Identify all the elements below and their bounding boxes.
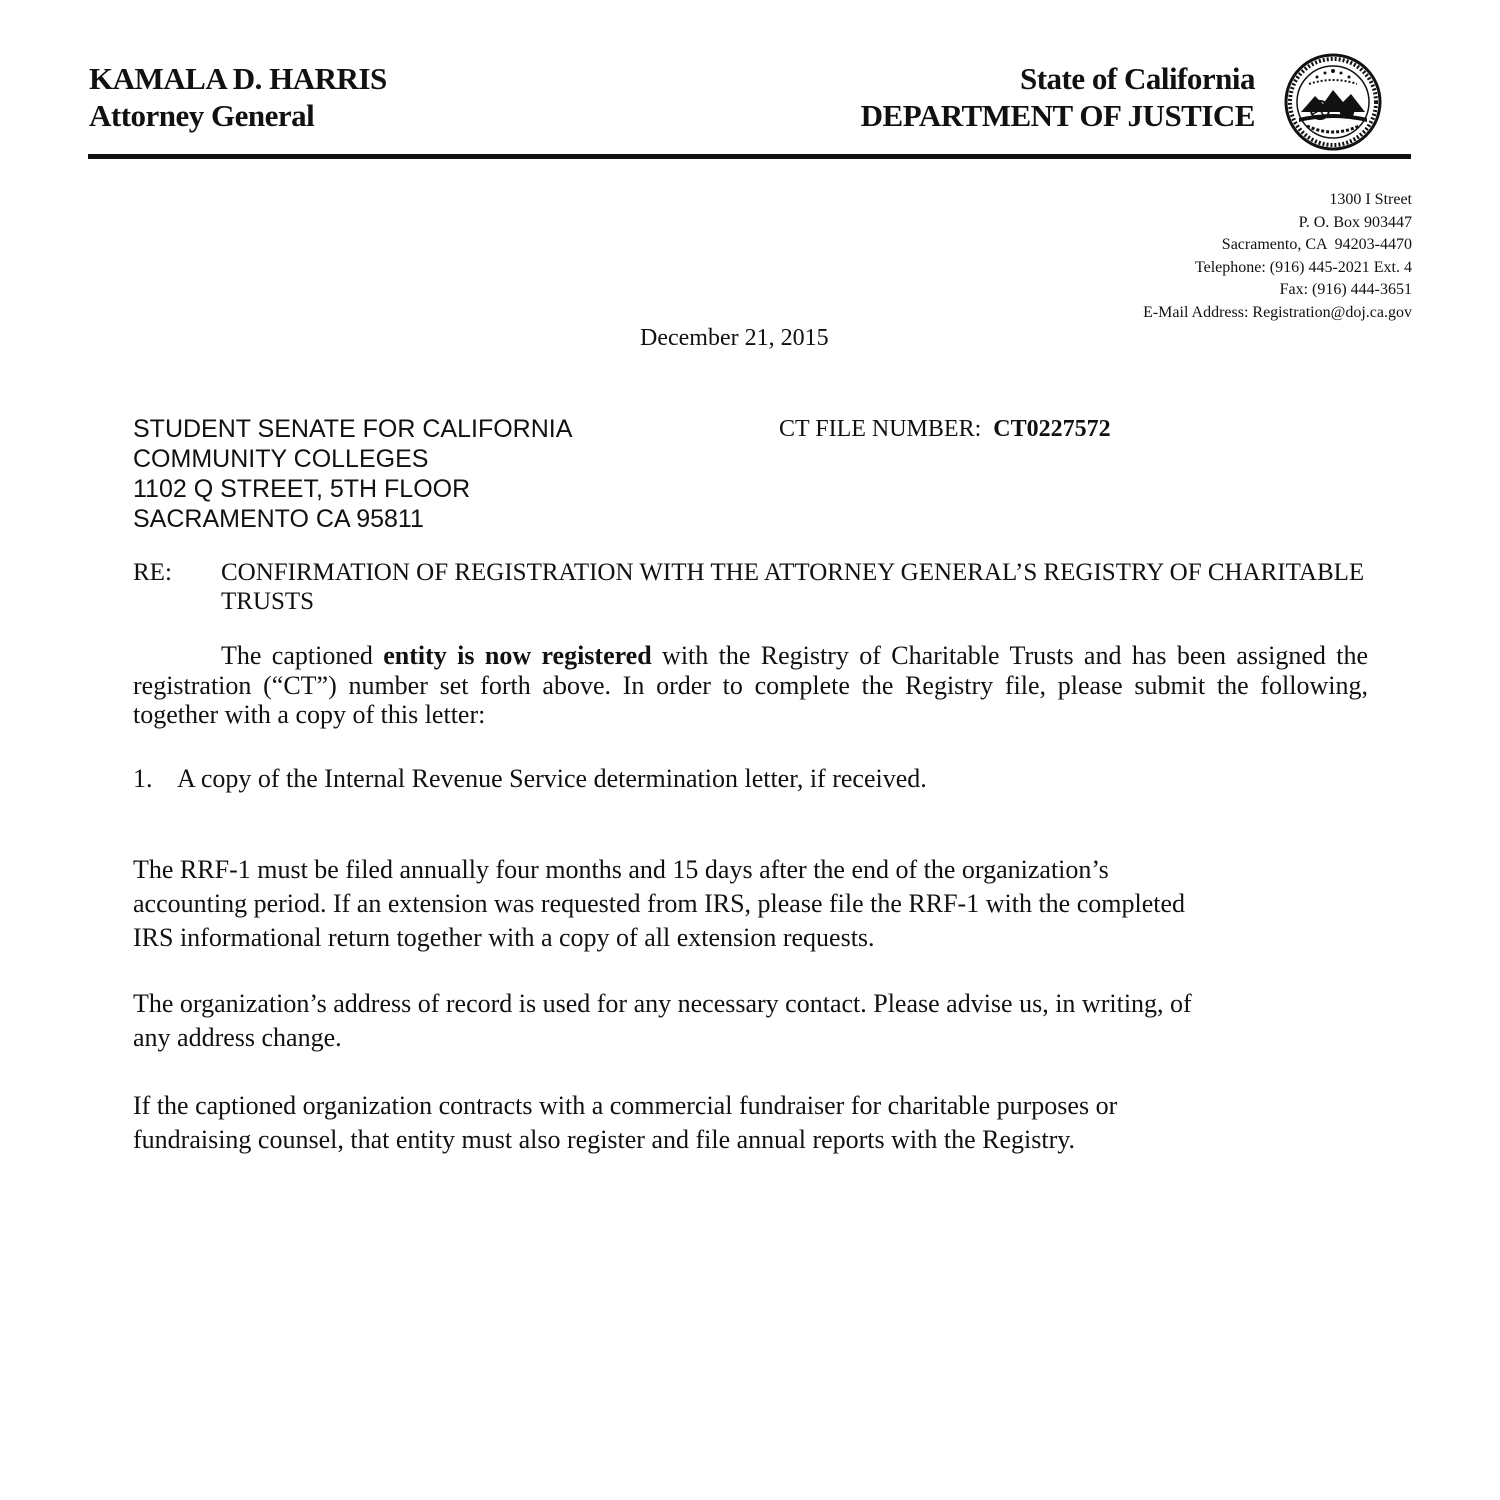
letterhead-rule [88,154,1411,159]
department-block [861,60,1255,134]
address-city: Sacramento, CA 94203-4470 [1221,236,1412,253]
p1-text-after: with the Registry of Charitable Trusts and has been assigned the registration (“CT”) number set forth above. In order to complete the Registry file, please submit the following, together with a copy of this letter: [133,641,1368,729]
list-item-text: A copy of the Internal Revenue Service determination letter, if received. [177,764,927,793]
ct-file-label: CT FILE NUMBER: [779,416,982,442]
paragraph-line: The RRF-1 must be filed annually four months and 15 days after the end of the organization’s [133,855,1109,884]
list-item [133,764,927,794]
paragraph-line: If the captioned organization contracts with a commercial fundraiser for charitable purposes or [133,1091,1118,1120]
list-item-number: 1. [133,764,153,793]
subject-text: CONFIRMATION OF REGISTRATION WITH THE ATTORNEY GENERAL’S REGISTRY OF CHARITABLE TRUSTS [221,559,1365,615]
attorney-general-name: KAMALA D. HARRIS [89,61,387,96]
paragraph-fundraiser [133,1089,1368,1157]
paragraph-registration [133,641,1368,730]
recipient-line: SACRAMENTO CA 95811 [133,505,424,533]
p1-text-before: The captioned [221,641,384,670]
department-name: DEPARTMENT OF JUSTICE [860,98,1255,133]
ct-file-value: CT0227572 [993,416,1111,442]
recipient-address [133,414,572,534]
address-street: 1300 I Street [1329,191,1412,208]
letter-date: December 21, 2015 [640,325,829,351]
attorney-general-block [89,60,387,134]
paragraph-line: fundraising counsel, that entity must also register and file annual reports with the Registry. [133,1125,1076,1154]
ct-file-number [779,414,1111,444]
paragraph-rrf1 [133,853,1368,955]
paragraph-line: IRS informational return together with a copy of all extension requests. [133,923,875,952]
paragraph-line: accounting period. If an extension was requested from IRS, please file the RRF-1 with the completed [133,889,1185,918]
paragraph-line: The organization’s address of record is used for any necessary contact. Please advise us, in writing, of [133,989,1192,1018]
subject-label: RE: [133,559,172,586]
attorney-general-title: Attorney General [89,98,315,133]
recipient-line: COMMUNITY COLLEGES [133,445,429,473]
paragraph-line: any address change. [133,1023,342,1052]
state-name: State of California [1019,61,1255,96]
paragraph-address-record [133,987,1368,1055]
recipient-line: STUDENT SENATE FOR CALIFORNIA [133,415,573,443]
office-address [1143,189,1412,324]
recipient-line: 1102 Q STREET, 5TH FLOOR [133,475,471,503]
address-email: E-Mail Address: Registration@doj.ca.gov [1143,303,1412,321]
address-telephone: Telephone: (916) 445-2021 Ext. 4 [1194,258,1412,276]
california-state-seal-icon [1283,52,1383,152]
p1-text-bold: entity is now registered [383,641,652,670]
address-po-box: P. O. Box 903447 [1298,213,1412,231]
address-fax: Fax: (916) 444-3651 [1279,281,1412,298]
